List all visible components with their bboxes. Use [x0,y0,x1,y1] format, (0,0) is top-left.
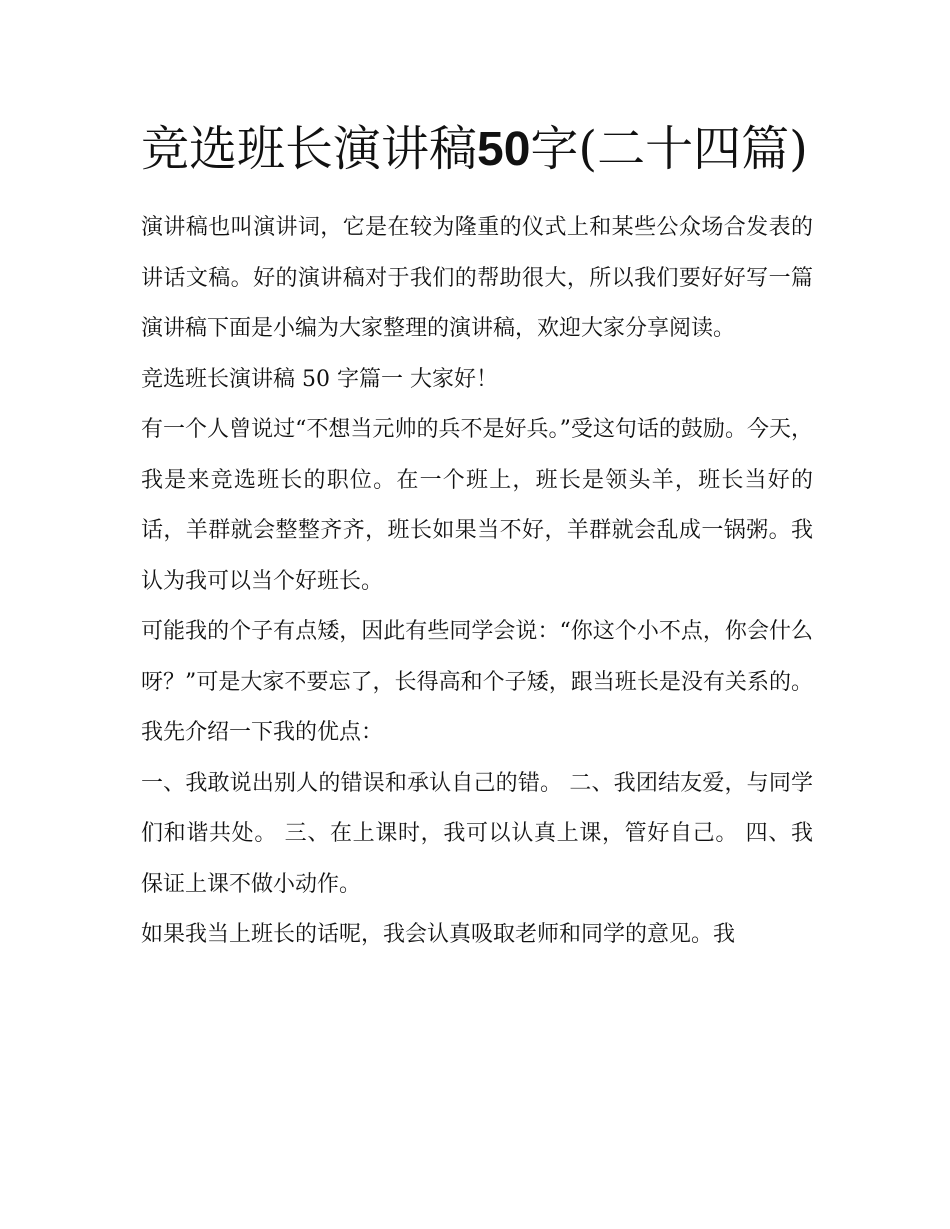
section-heading: 竞选班长演讲稿 50 字篇一 大家好！ [141,366,498,392]
body-paragraph-1: 有一个人曾说过“不想当元帅的兵不是好兵。”受这句话的鼓励。今天，我是来竞选班长的职位。在一个班上，班长是领头羊，班长当好的话，羊群就会整整齐齐，班长如果当不好，羊群就会乱成一锅粥。我认为我可以当个好班长。 [141,417,813,594]
intro-paragraph: 演讲稿也叫演讲词，它是在较为隆重的仪式上和某些公众场合发表的讲话文稿。好的演讲稿对于我们的帮助很大，所以我们要好好写一篇演讲稿下面是小编为大家整理的演讲稿，欢迎大家分享阅读。 [141,215,813,341]
body-paragraph-4: 如果我当上班长的话呢，我会认真吸取老师和同学的意见。我 [141,922,736,947]
title-number: 50 [477,123,531,176]
title-prefix: 竞选班长演讲稿 [141,121,478,177]
body-paragraph-3: 一、我敢说出别人的错误和承认自己的错。 二、我团结友爱，与同学们和谐共处。 三、在上课时，我可以认真上课，管好自己。 四、我保证上课不做小动作。 [141,770,813,897]
body-paragraph-2: 可能我的个子有点矮，因此有些同学会说：“你这个小不点，你会什么呀？”可是大家不要忘了，长得高和个子矮，跟当班长是没有关系的。 我先介绍一下我的优点： [141,619,813,745]
document-title [141,112,813,187]
title-suffix: 字(二十四篇) [530,121,808,177]
document-body [141,112,813,961]
